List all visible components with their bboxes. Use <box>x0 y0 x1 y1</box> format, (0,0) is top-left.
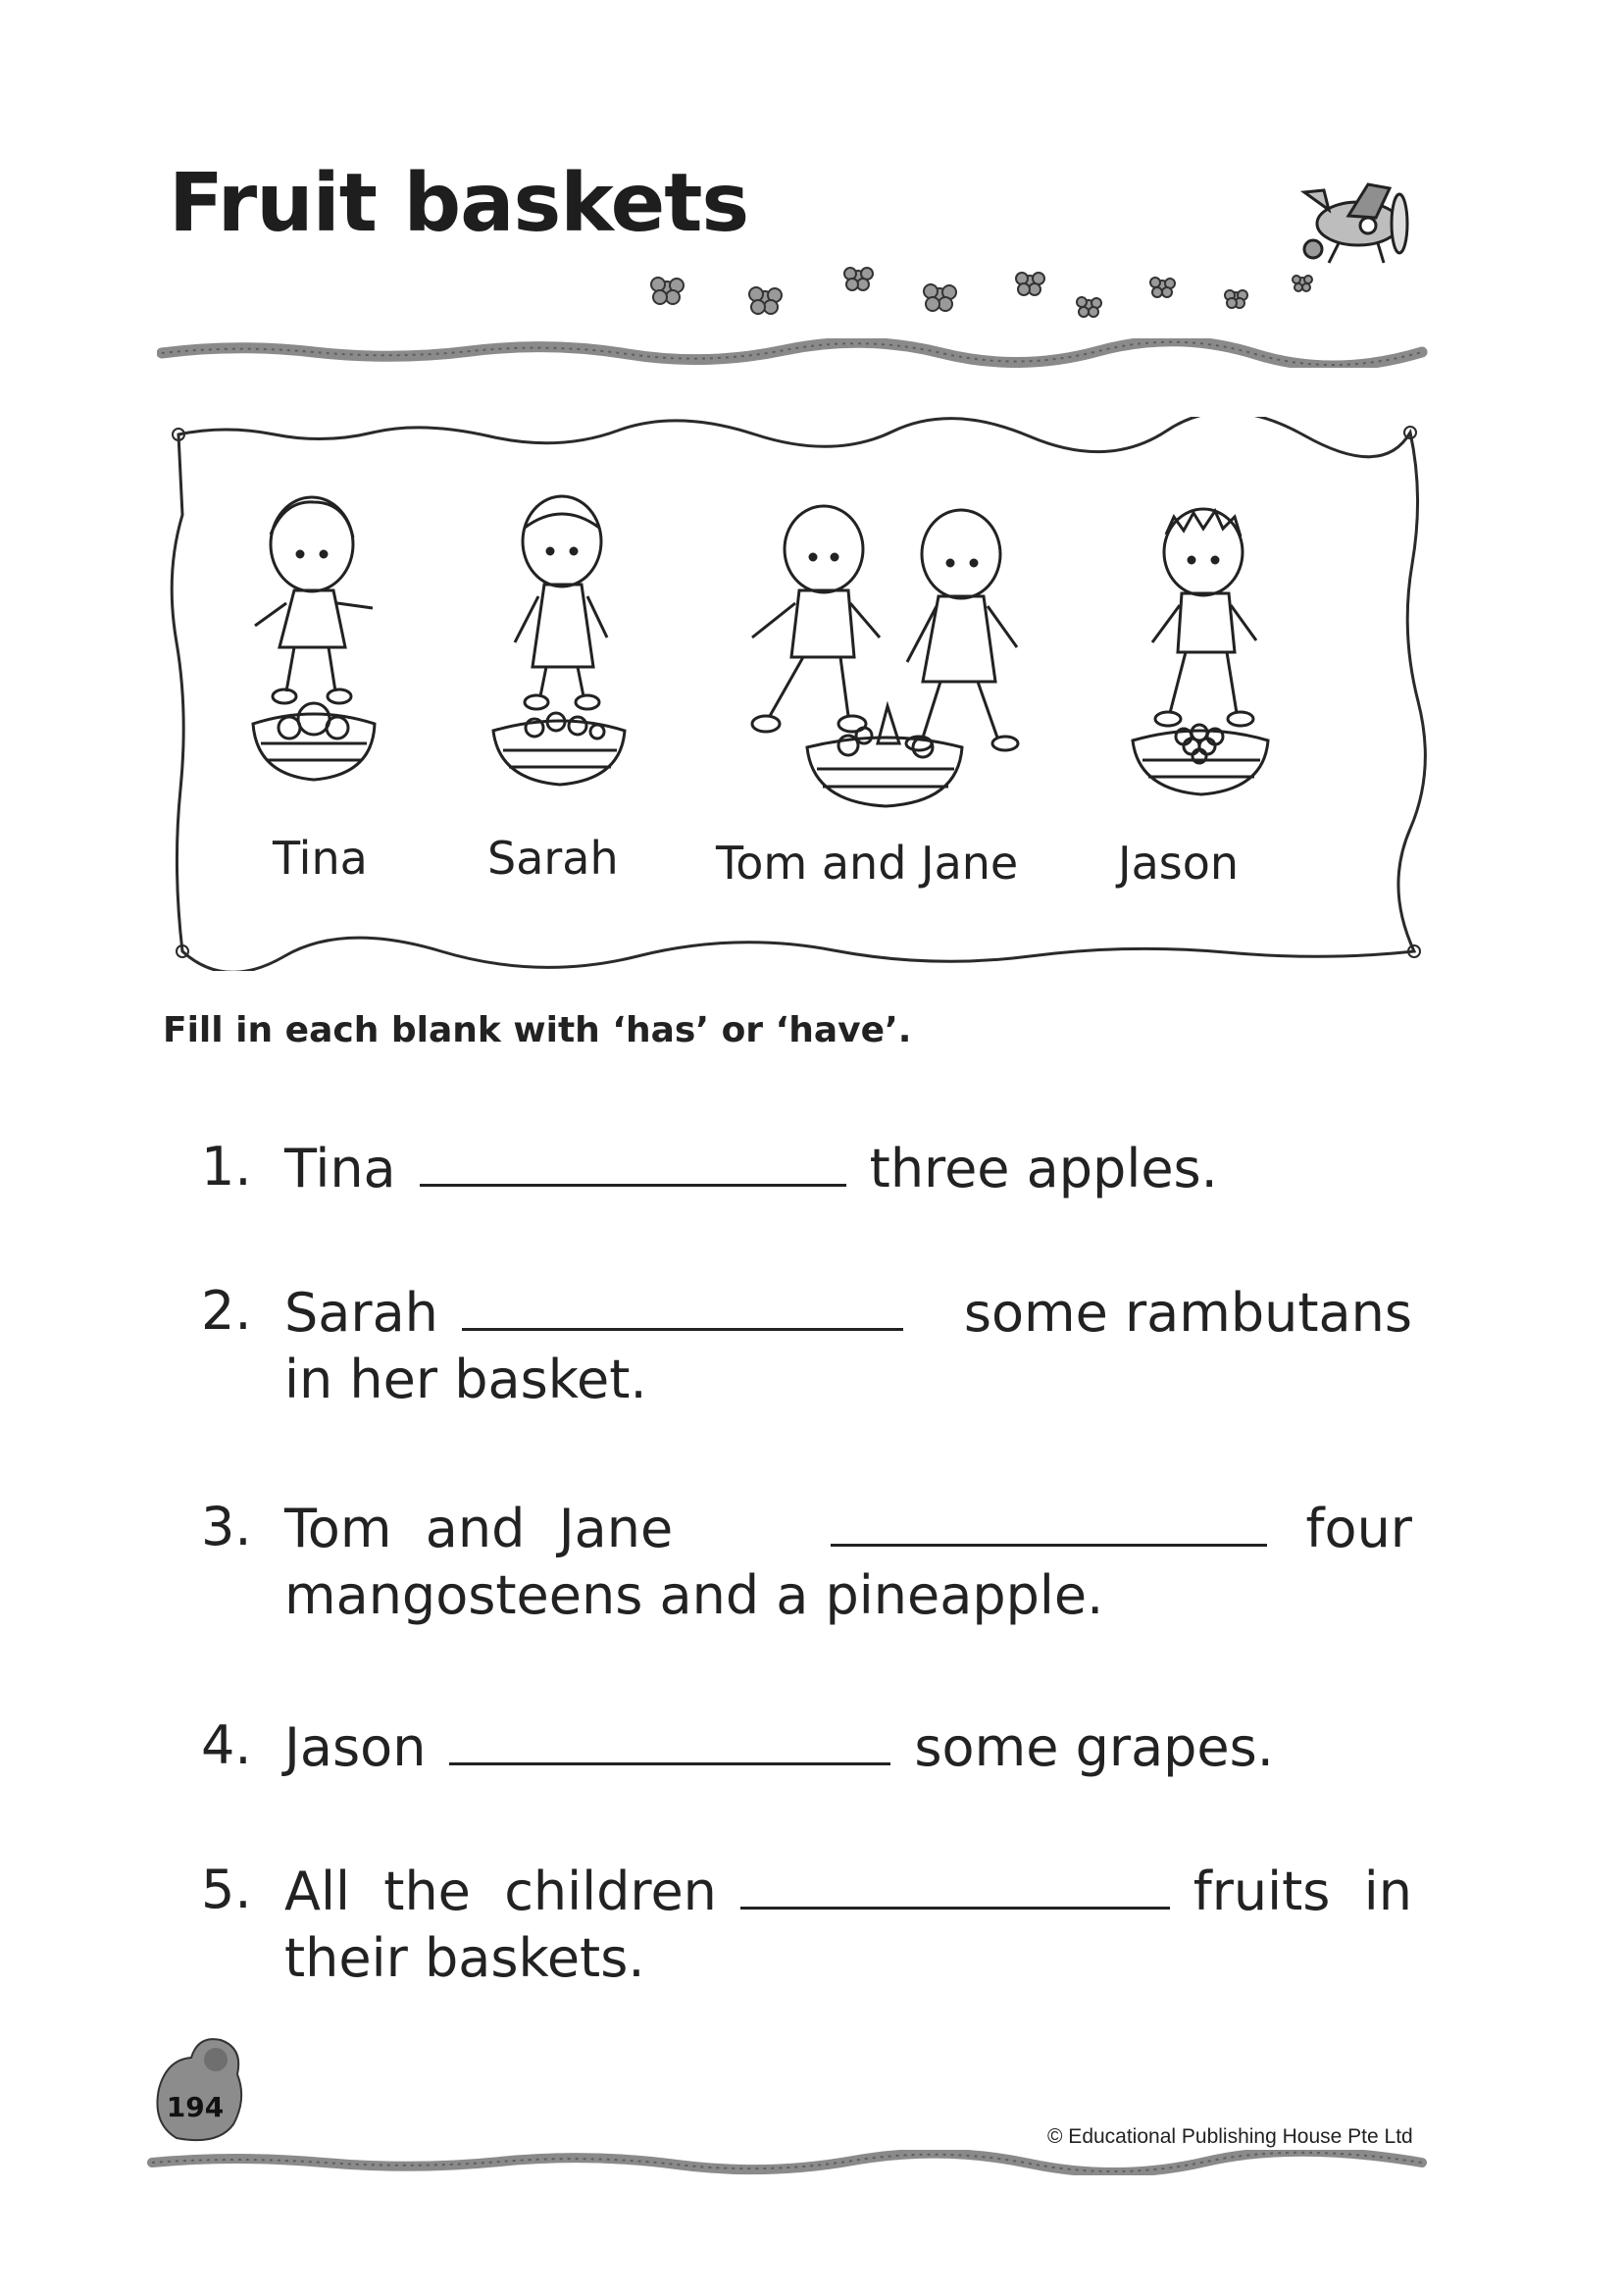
question-text-after: four <box>1305 1498 1412 1559</box>
question-3 <box>201 1493 1417 1640</box>
question-number: 1. <box>201 1136 252 1198</box>
answer-blank-3[interactable] <box>831 1493 1267 1547</box>
question-number: 2. <box>201 1280 252 1342</box>
airplane-flower-trail-illustration <box>628 177 1442 333</box>
question-text-after: some rambutans <box>963 1282 1412 1344</box>
question-text-before: All the children <box>284 1861 717 1922</box>
jason-with-grape-basket-illustration <box>1113 495 1290 819</box>
footer-divider <box>147 2150 1432 2175</box>
question-number: 5. <box>201 1859 252 1920</box>
child-name-tom-and-jane: Tom and Jane <box>716 837 1019 890</box>
question-number: 4. <box>201 1714 252 1776</box>
question-1 <box>201 1133 1417 1211</box>
question-4 <box>201 1711 1417 1790</box>
question-2 <box>201 1277 1417 1424</box>
question-text-before: Tom and Jane <box>284 1498 674 1559</box>
copyright-notice: © Educational Publishing House Pte Ltd <box>1047 2125 1413 2148</box>
answer-blank-4[interactable] <box>449 1711 890 1765</box>
answer-blank-5[interactable] <box>740 1856 1170 1910</box>
question-text-after: fruits in <box>1193 1861 1412 1922</box>
question-text-continued: in her basket. <box>284 1349 647 1410</box>
question-5 <box>201 1856 1417 2003</box>
page-number: 194 <box>166 2091 225 2123</box>
sarah-with-rambutan-basket-illustration <box>476 481 642 814</box>
question-text-after: some grapes. <box>914 1716 1274 1778</box>
tom-and-jane-with-fruit-basket-illustration <box>731 490 1064 814</box>
instruction-text: Fill in each blank with ‘has’ or ‘have’. <box>163 1010 912 1050</box>
answer-blank-2[interactable] <box>462 1277 903 1331</box>
question-text-continued: their baskets. <box>284 1927 645 1989</box>
question-text-after: three apples. <box>869 1138 1218 1199</box>
question-text-before: Jason <box>284 1716 427 1778</box>
page-title: Fruit baskets <box>169 157 749 250</box>
tina-with-apple-basket-illustration <box>235 481 422 814</box>
question-text-before: Sarah <box>284 1282 438 1344</box>
question-text-before: Tina <box>284 1138 396 1199</box>
title-divider <box>157 338 1432 368</box>
question-text-continued: mangosteens and a pineapple. <box>284 1564 1104 1626</box>
child-name-sarah: Sarah <box>487 832 619 885</box>
child-name-tina: Tina <box>273 832 368 885</box>
answer-blank-1[interactable] <box>420 1133 846 1187</box>
question-number: 3. <box>201 1496 252 1557</box>
child-name-jason: Jason <box>1118 837 1240 890</box>
